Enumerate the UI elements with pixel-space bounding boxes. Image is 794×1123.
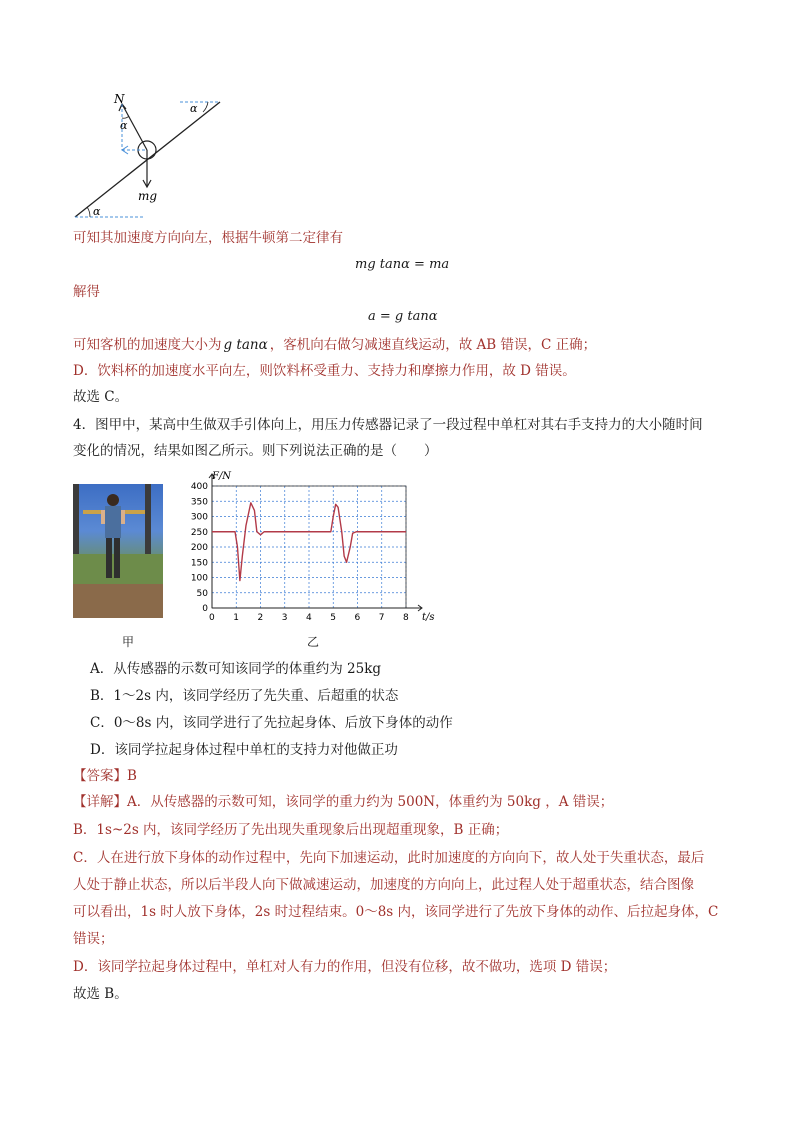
detail-c4: 错误； — [73, 931, 114, 947]
incline-force-diagram — [70, 92, 230, 222]
angle-arc-normal — [122, 116, 129, 118]
text-line3: D．饮料杯的加速度水平向左，则饮料杯受重力、支持力和摩擦力作用，故 D 错误。 — [73, 363, 576, 379]
chart-grid — [212, 486, 406, 608]
x-tick-label: 6 — [354, 613, 361, 623]
chart-axes — [209, 474, 422, 611]
x-tick-label: 5 — [330, 613, 336, 623]
answer-tag: 【答案】B — [73, 768, 137, 784]
force-time-chart — [182, 468, 442, 628]
y-tick-label: 150 — [190, 558, 208, 569]
text-line1: 可知其加速度方向向左，根据牛顿第二定律有 — [73, 230, 343, 246]
detail-a-text: A．从传感器的示数可知，该同学的重力约为 500N，体重约为 50kg ，A 错误； — [127, 794, 614, 810]
x-tick-label: 3 — [281, 613, 288, 623]
detail-end: 故选 B。 — [73, 986, 128, 1002]
angle-arc-top — [203, 102, 208, 112]
option-b: B．1～2s 内，该同学经历了先失重、后超重的状态 — [90, 688, 399, 704]
photo-illustration — [73, 484, 163, 618]
text-line2-b: ，客机向右做匀减速直线运动，故 AB 错误，C 正确； — [269, 337, 597, 353]
text-line2-a: 可知客机的加速度大小为 — [73, 337, 222, 353]
text-line2 — [73, 336, 596, 354]
option-d: D．该同学拉起身体过程中单杠的支持力对他做正功 — [90, 742, 398, 758]
caption-jia: 甲 — [122, 635, 135, 649]
label-alpha-normal: α — [120, 119, 128, 132]
chart-tick-labels — [191, 482, 409, 623]
chart-ylabel: F/N — [212, 471, 232, 482]
x-tick-label: 1 — [233, 613, 239, 623]
option-a: A．从传感器的示数可知该同学的体重约为 25kg — [90, 661, 382, 677]
photo-pullup — [73, 484, 163, 618]
detail-d: D．该同学拉起身体过程中，单杠对人有力的作用，但没有位移，故不做功，选项 D 错误； — [73, 959, 617, 975]
caption-yi: 乙 — [307, 635, 320, 649]
equation-1: mg tanα = ma — [355, 257, 450, 272]
text-line2-math: g tanα — [223, 337, 268, 353]
y-tick-label: 400 — [190, 482, 208, 492]
question-stem-1: 4．图甲中，某高中生做双手引体向上，用压力传感器记录了一段过程中单杠对其右手支持力的大小随时间 — [73, 417, 703, 433]
y-tick-label: 300 — [190, 512, 208, 523]
angle-arc-bottom — [87, 207, 90, 217]
label-alpha-bottom: α — [93, 205, 101, 218]
text-solve: 解得 — [73, 284, 100, 300]
y-tick-label: 100 — [190, 573, 208, 584]
detail-c1: C．人在进行放下身体的动作过程中，先向下加速运动，此时加速度的方向向下，故人处于失重状态，最后 — [73, 850, 705, 866]
detail-a — [73, 793, 613, 811]
y-tick-label: 350 — [190, 497, 208, 508]
text-line4: 故选 C。 — [73, 389, 129, 405]
equation-2: a = g tanα — [368, 309, 438, 324]
y-tick-label: 200 — [190, 543, 208, 553]
detail-b: B．1s~2s 内，该同学经历了先出现失重现象后出现超重现象，B 正确； — [73, 822, 509, 838]
y-tick-label: 250 — [190, 527, 208, 538]
x-tick-label: 0 — [209, 613, 215, 623]
label-N: N — [114, 92, 125, 106]
detail-c2: 人处于静止状态，所以后半段人向下做减速运动，加速度的方向向上，此过程人处于超重状态，结合图像 — [73, 877, 694, 893]
y-tick-label: 50 — [196, 588, 208, 599]
detail-tag: 【详解】 — [73, 794, 127, 810]
option-c: C．0～8s 内，该同学进行了先拉起身体、后放下身体的动作 — [90, 715, 453, 731]
x-tick-label: 7 — [378, 613, 385, 623]
x-tick-label: 8 — [403, 613, 409, 623]
detail-c3: 可以看出，1s 时人放下身体，2s 时过程结束。0～8s 内，该同学进行了先放下身体的动作、后拉起身体，C — [73, 904, 719, 920]
label-alpha-top: α — [190, 102, 198, 115]
x-tick-label: 4 — [306, 613, 312, 623]
x-tick-label: 2 — [257, 613, 264, 623]
question-stem-2: 变化的情况，结果如图乙所示。则下列说法正确的是（ ） — [73, 443, 438, 459]
chart-xlabel: t/s — [422, 612, 435, 623]
label-mg: mg — [138, 189, 158, 203]
y-tick-label: 0 — [202, 604, 208, 614]
